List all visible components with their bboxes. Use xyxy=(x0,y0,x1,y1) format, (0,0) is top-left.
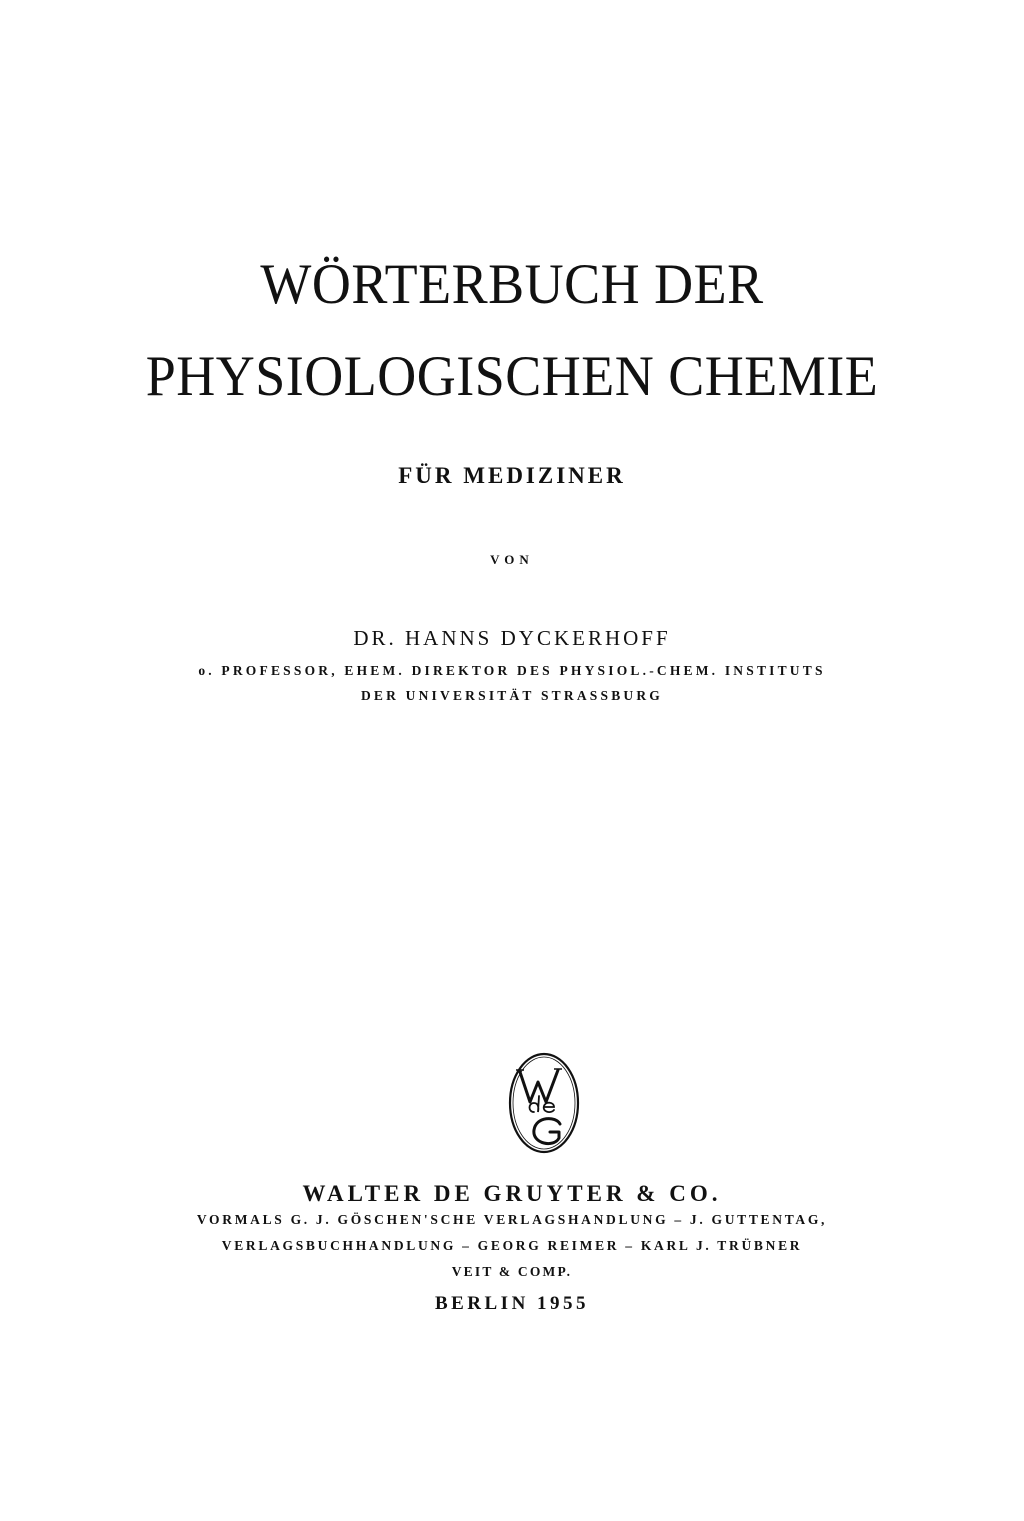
place-and-year: BERLIN 1955 xyxy=(434,1293,590,1314)
book-title-line-2: PHYSIOLOGISCHEN CHEMIE xyxy=(145,344,879,408)
book-title-line-1: WÖRTERBUCH DER xyxy=(260,252,764,316)
by-label: VON xyxy=(490,552,534,567)
author-affiliation-line-1: o. PROFESSOR, EHEM. DIREKTOR DES PHYSIOL.-CHEM. INSTITUTS xyxy=(198,663,826,678)
author-affiliation-line-2: DER UNIVERSITÄT STRASSBURG xyxy=(360,688,663,703)
publisher-name: WALTER DE GRUYTER & CO. xyxy=(302,1181,722,1206)
book-subtitle: FÜR MEDIZINER xyxy=(398,463,626,488)
publisher-history-line-2: VERLAGSBUCHHANDLUNG – GEORG REIMER – KARL J. TRÜBNER xyxy=(221,1238,803,1253)
publisher-monogram-icon xyxy=(506,1050,582,1156)
author-name: DR. HANNS DYCKERHOFF xyxy=(353,626,671,650)
publisher-history-line-1: VORMALS G. J. GÖSCHEN'SCHE VERLAGSHANDLUNG – J. GUTTENTAG, xyxy=(196,1212,828,1227)
publisher-history-line-3: VEIT & COMP. xyxy=(451,1264,573,1279)
